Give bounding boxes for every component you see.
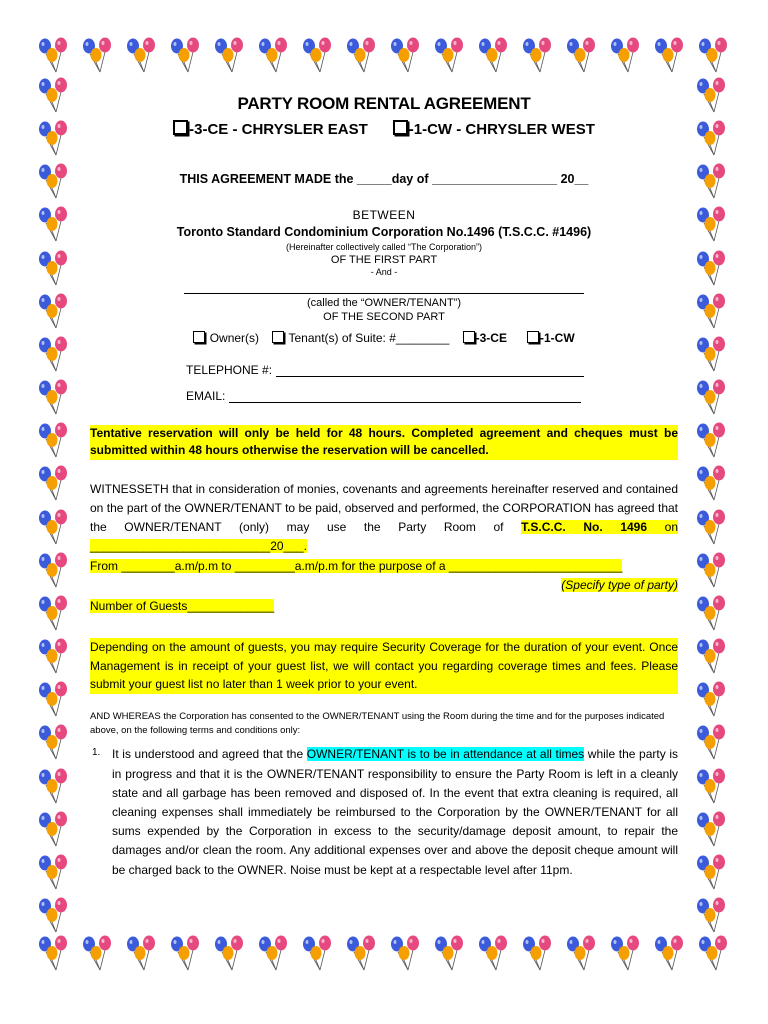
checkbox-icon[interactable] — [463, 331, 475, 343]
balloon-icon — [430, 934, 470, 974]
balloon-icon — [692, 637, 732, 677]
balloon-icon — [692, 810, 732, 850]
balloon-icon — [692, 464, 732, 504]
ce-option: -3-CE — [475, 331, 507, 345]
balloon-icon — [34, 594, 74, 634]
time-purpose-line: From ________a.m/p.m to _________a.m/p.m for the purpose of a __________________________ — [90, 558, 623, 573]
building-options — [90, 120, 678, 138]
item-text — [112, 745, 678, 879]
security-coverage-paragraph: Depending on the amount of guests, you may require Security Coverage for the duration of your event. Once Management is in receipt of your guest list, we will contact you regarding coverage times and fees. Please submit your guest list no later than 1 week prior to your event. — [90, 638, 678, 694]
balloon-border-bottom — [34, 934, 734, 976]
balloon-icon — [692, 421, 732, 461]
balloon-border-right — [692, 76, 734, 936]
specify-party-note: (Specify type of party) — [561, 577, 678, 592]
hereinafter-note: (Hereinafter collectively called “The Corporation”) — [285, 242, 483, 252]
balloon-icon — [692, 76, 732, 116]
balloon-icon — [210, 36, 250, 76]
email-field — [186, 389, 678, 403]
balloon-icon — [298, 36, 338, 76]
option-chrysler-east: -3-CE - CHRYSLER EAST — [189, 121, 368, 138]
and-whereas-paragraph: AND WHEREAS the Corporation has consented to the OWNER/TENANT using the Room during the time and for the purposes indicated above, on the following terms and conditions only: — [90, 710, 665, 736]
checkbox-icon[interactable] — [272, 331, 284, 343]
tenant-option: Tenant(s) of Suite: #________ — [288, 331, 450, 345]
first-part-label: OF THE FIRST PART — [330, 254, 438, 266]
email-input[interactable] — [229, 390, 581, 403]
checkbox-icon[interactable] — [173, 120, 188, 135]
balloon-icon — [342, 934, 382, 974]
balloon-icon — [692, 896, 732, 936]
balloon-icon — [166, 36, 206, 76]
balloon-icon — [34, 853, 74, 893]
balloon-icon — [474, 36, 514, 76]
agreement-document — [90, 88, 678, 880]
balloon-border-left — [34, 76, 76, 936]
balloon-icon — [34, 292, 74, 332]
balloon-icon — [122, 934, 162, 974]
checkbox-icon[interactable] — [193, 331, 205, 343]
list-item — [90, 745, 678, 879]
balloon-icon — [692, 723, 732, 763]
balloon-icon — [692, 292, 732, 332]
balloon-icon — [34, 934, 74, 974]
tscc-number: T.S.C.C. No. 1496 — [521, 520, 648, 535]
balloon-icon — [694, 934, 734, 974]
balloon-icon — [122, 36, 162, 76]
owner-option: Owner(s) — [209, 331, 260, 345]
balloon-icon — [386, 934, 426, 974]
date-line: on ___________________________20___. — [90, 520, 678, 554]
balloon-icon — [210, 934, 250, 974]
balloon-icon — [692, 205, 732, 245]
balloon-icon — [692, 551, 732, 591]
owner-name-blank[interactable] — [184, 283, 584, 294]
item-lead: It is understood and agreed that the — [112, 747, 307, 762]
balloon-icon — [254, 36, 294, 76]
balloon-icon — [34, 119, 74, 159]
balloon-icon — [34, 249, 74, 289]
witnesseth-paragraph — [90, 480, 678, 616]
called-owner-label: (called the “OWNER/TENANT”) — [306, 297, 462, 309]
balloon-icon — [386, 36, 426, 76]
email-label: EMAIL: — [186, 389, 226, 403]
balloon-icon — [692, 119, 732, 159]
balloon-icon — [34, 335, 74, 375]
balloon-icon — [562, 934, 602, 974]
telephone-input[interactable] — [276, 364, 584, 377]
balloon-icon — [34, 378, 74, 418]
balloon-icon — [34, 36, 74, 76]
balloon-icon — [650, 934, 690, 974]
between-label: BETWEEN — [352, 208, 416, 222]
balloon-icon — [518, 36, 558, 76]
balloon-icon — [78, 934, 118, 974]
balloon-icon — [34, 508, 74, 548]
balloon-icon — [692, 508, 732, 548]
balloon-icon — [606, 934, 646, 974]
option-chrysler-west: -1-CW - CHRYSLER WEST — [408, 121, 595, 138]
balloon-icon — [34, 464, 74, 504]
balloon-icon — [34, 551, 74, 591]
balloon-icon — [34, 421, 74, 461]
balloon-icon — [430, 36, 470, 76]
balloon-icon — [342, 36, 382, 76]
balloon-icon — [692, 162, 732, 202]
balloon-icon — [34, 76, 74, 116]
number-of-guests: Number of Guests_____________ — [90, 598, 275, 613]
balloon-icon — [34, 205, 74, 245]
balloon-icon — [34, 896, 74, 936]
balloon-icon — [694, 36, 734, 76]
cw-option: -1-CW — [539, 331, 575, 345]
corporation-name: Toronto Standard Condominium Corporation No.1496 (T.S.C.C. #1496) — [176, 225, 592, 239]
balloon-icon — [34, 637, 74, 677]
balloon-icon — [166, 934, 206, 974]
telephone-field — [186, 363, 678, 377]
balloon-icon — [518, 934, 558, 974]
balloon-icon — [34, 810, 74, 850]
checkbox-icon[interactable] — [393, 120, 408, 135]
witnesseth-text: WITNESSETH that in consideration of monies, covenants and agreements hereinafter reserved and contained on the part of the OWNER/TENANT to be paid, observed and performed, the CORPORATION has agreed that the OWNER/TENANT (only) may use the Party Room of — [90, 481, 678, 535]
balloon-icon — [78, 36, 118, 76]
item-number: 1. — [92, 747, 101, 759]
balloon-icon — [692, 853, 732, 893]
balloon-icon — [34, 162, 74, 202]
balloon-icon — [562, 36, 602, 76]
balloon-icon — [606, 36, 646, 76]
balloon-icon — [34, 723, 74, 763]
checkbox-icon[interactable] — [527, 331, 539, 343]
telephone-label: TELEPHONE #: — [186, 363, 273, 377]
balloon-icon — [692, 378, 732, 418]
balloon-icon — [692, 680, 732, 720]
balloon-icon — [34, 767, 74, 807]
agreement-date-line: THIS AGREEMENT MADE the _____day of __________________ 20__ — [179, 172, 589, 186]
balloon-icon — [474, 934, 514, 974]
and-label: - And - — [370, 267, 398, 277]
attendance-highlight: OWNER/TENANT is to be in attendance at all times — [306, 747, 585, 762]
balloon-icon — [34, 680, 74, 720]
balloon-icon — [692, 335, 732, 375]
balloon-icon — [692, 249, 732, 289]
owner-tenant-line — [90, 331, 678, 345]
balloon-icon — [650, 36, 690, 76]
item-rest: while the party is in progress and that it is the OWNER/TENANT responsibility to ensure the Party Room is left in a cleanly state and all garbage has been removed and disposed of. In the event that extra cleaning is required, all cleaning expenses shall immediately be reimbursed to the Corporation by the OWNER/TENANT for all sums expended by the Corporation in excess to the security/damage deposit amount, to repair the damages and/or clean the room. Any additional expenses over and above the deposit cheque amount will be charged back to the OWNER. Noise must be kept at a respectable level after 11pm. — [112, 747, 678, 877]
balloon-border-top — [34, 36, 734, 78]
reservation-notice: Tentative reservation will only be held for 48 hours. Completed agreement and cheques must be submitted within 48 hours otherwise the reservation will be cancelled. — [90, 425, 678, 460]
balloon-icon — [254, 934, 294, 974]
balloon-icon — [298, 934, 338, 974]
balloon-icon — [692, 767, 732, 807]
balloon-icon — [692, 594, 732, 634]
page-title: PARTY ROOM RENTAL AGREEMENT — [237, 94, 531, 113]
second-part-label: OF THE SECOND PART — [323, 311, 445, 323]
